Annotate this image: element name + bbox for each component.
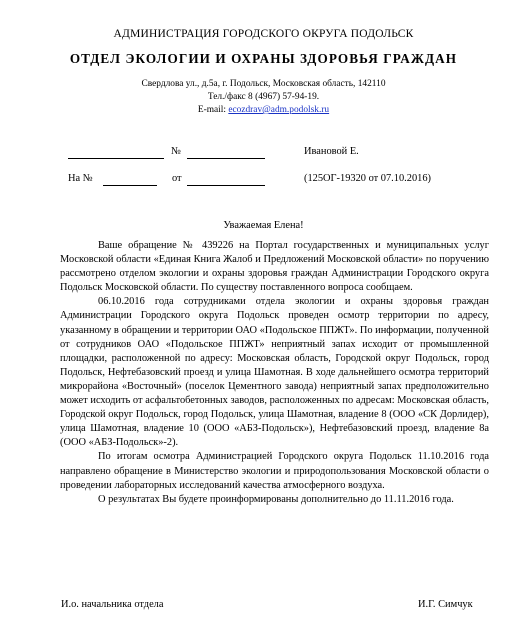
signature-name: И.Г. Симчук	[418, 599, 473, 610]
email-label: E-mail:	[197, 105, 229, 115]
paragraph: 06.10.2016 года сотрудниками отдела экологии и охраны здоровья граждан Администрации Городского округа Подольск проведен осмотр территории по адресу, указанному в обращении и территории ОАО «Подольское ППЖТ». По информации, полученной от сотрудников ОАО «Подольское ППЖТ» неприятный запах исходит от промышленной площадки, расположенной по адресу: Московская область, Городской округ Подольск, город Подольск, Нефтебазовский проезд и улица Шамотная. В ходе дальнейшего осмотра территорий микрорайона «Восточный» (поселок Цементного завода) неприятный запах предположительно может исходить от асфальтобетонных заводов, расположенных по адресам: Московская область, Городской округ Подольск, город Подольск, улица Шамотная, владение 8 (ООО «СК Дорлидер), улица Шамотная, владение 10 (ООО «АБЗ-Подольск»), Нефтебазовский проезд, владение 8а (ООО «АБЗ-Подольск»-2).	[60, 296, 489, 449]
department-title: ОТДЕЛ ЭКОЛОГИИ И ОХРАНЫ ЗДОРОВЬЯ ГРАЖДАН	[69, 51, 458, 66]
salutation: Уважаемая Елена!	[223, 220, 304, 231]
incoming-date-line	[187, 185, 265, 186]
signature-position: И.о. начальника отдела	[61, 599, 164, 610]
administration-title: АДМИНИСТРАЦИЯ ГОРОДСКОГО ОКРУГА ПОДОЛЬСК	[113, 28, 414, 40]
phone-line: Тел./факс 8 (4967) 57-94-19.	[207, 92, 320, 102]
outgoing-date-line	[187, 158, 265, 159]
paragraph: Ваше обращение № 439226 на Портал государственных и муниципальных услуг Московской области «Единая Книга Жалоб и Предложений Московской области» по поручению рассмотрено отделом экологии и охраны здоровья граждан Администрации Городского округа Подольск Московской области. По существу поставленного вопроса сообщаем.	[60, 240, 489, 294]
incoming-number-label: На №	[68, 173, 93, 184]
addressee-name: Ивановой Е.	[304, 146, 359, 157]
incoming-from-label: от	[172, 173, 182, 184]
email-link[interactable]: ecozdrav@adm.podolsk.ru	[228, 105, 330, 115]
outgoing-number-line	[68, 158, 164, 159]
address-line: Свердлова ул., д.5а, г. Подольск, Московская область, 142110	[141, 79, 386, 89]
paragraph: По итогам осмотра Администрацией Городского округа Подольск 11.10.2016 года направлено обращение в Министерство экологии и природопользования Московской области о проведении лабораторных исследований качества атмосферного воздуха.	[60, 451, 489, 491]
paragraph: О результатах Вы будете проинформированы дополнительно до 11.11.2016 года.	[98, 493, 454, 505]
reference-number: (125ОГ-19320 от 07.10.2016)	[304, 173, 432, 184]
letter-body	[60, 239, 489, 507]
incoming-number-line	[103, 185, 157, 186]
email-line	[0, 105, 527, 115]
number-sign: №	[171, 146, 181, 157]
